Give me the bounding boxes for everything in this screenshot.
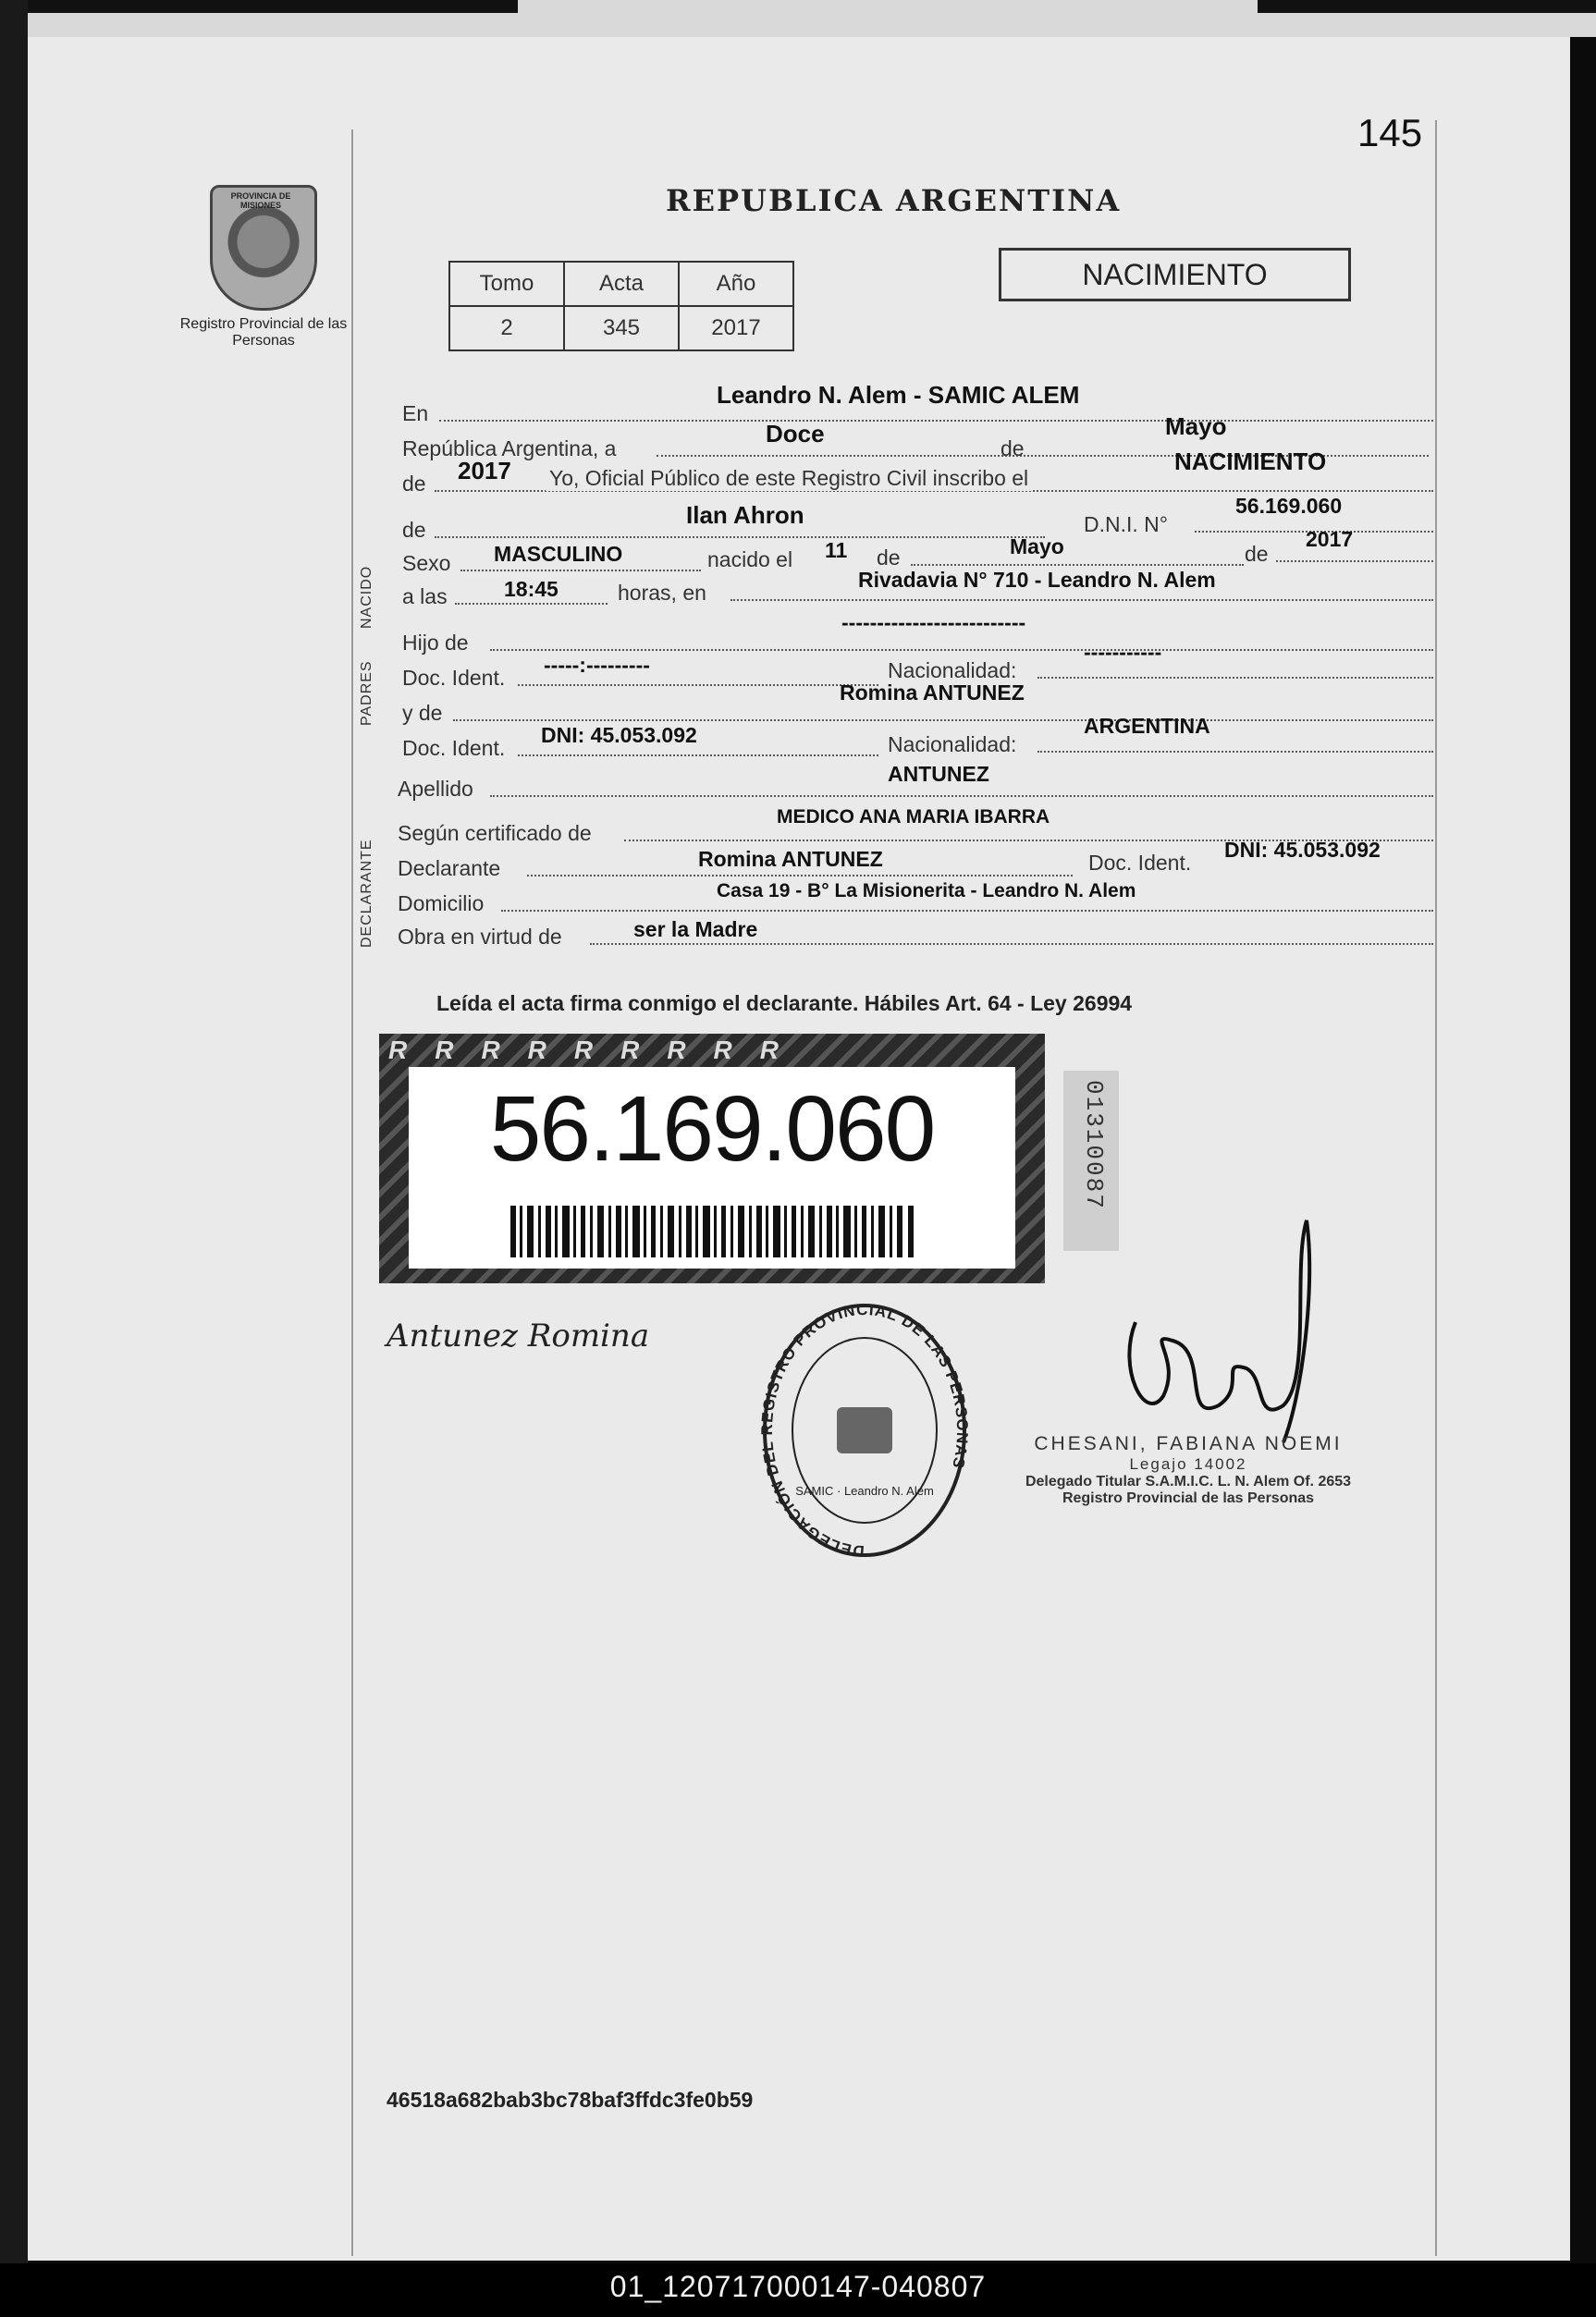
- left-margin-line: [351, 129, 353, 2256]
- sticker-pattern: RRRRRRRRR: [388, 1036, 806, 1064]
- barcode-icon: [510, 1206, 914, 1257]
- anio-label: Año: [679, 262, 793, 306]
- label-hijo-de: Hijo de: [402, 631, 469, 655]
- sex-value: MASCULINO: [494, 542, 623, 566]
- acta-label: Acta: [564, 262, 679, 306]
- section-padres: PADRES: [359, 660, 374, 726]
- dotted-line: [518, 684, 878, 686]
- closing-statement: Leída el acta firma conmigo el declarante. Hábiles Art. 64 - Ley 26994: [436, 991, 1133, 1015]
- official-role: Delegado Titular S.A.M.I.C. L. N. Alem Of. 2653: [1025, 1474, 1352, 1490]
- dotted-line: [911, 564, 1244, 566]
- birth-place-value: Rivadavia N° 710 - Leandro N. Alem: [858, 568, 1216, 592]
- scan-left-edge: [0, 0, 28, 2317]
- dotted-line: [518, 754, 878, 756]
- label-de-year: de: [402, 472, 426, 496]
- capacity-value: ser la Madre: [633, 917, 758, 941]
- acta-value: 345: [564, 306, 679, 350]
- dotted-line: [1037, 677, 1433, 679]
- label-nacionalidad: Nacionalidad:: [888, 658, 1017, 682]
- seal-emblem-icon: [837, 1407, 892, 1453]
- official-registry: Registro Provincial de las Personas: [1062, 1490, 1315, 1506]
- label-y-de: y de: [402, 701, 443, 725]
- section-nacido: NACIDO: [359, 565, 374, 629]
- scan-artifact: [1258, 0, 1596, 13]
- tomo-value: 2: [449, 306, 564, 350]
- dotted-line: [590, 943, 1433, 945]
- document-title: REPUBLICA ARGENTINA: [666, 183, 1122, 218]
- seal-inner-text: SAMIC · Leandro N. Alem: [795, 1484, 934, 1498]
- sticker-id-number: 56.169.060: [489, 1077, 935, 1181]
- logo-banner: PROVINCIA DE MISIONES: [230, 191, 291, 210]
- anio-value: 2017: [679, 306, 793, 350]
- tomo-label: Tomo: [449, 262, 564, 306]
- label-nacido-el: nacido el: [707, 547, 793, 571]
- label-nacionalidad-2: Nacionalidad:: [888, 732, 1017, 756]
- official-seal: [758, 1296, 971, 1564]
- birth-year-value: 2017: [1306, 527, 1354, 551]
- label-apellido: Apellido: [398, 777, 473, 801]
- official-signature: [1108, 1211, 1348, 1470]
- day-words-value: Doce: [766, 420, 825, 447]
- label-sexo: Sexo: [402, 551, 451, 575]
- label-doc-ident-3: Doc. Ident.: [1088, 851, 1192, 875]
- dotted-line: [501, 910, 1433, 912]
- label-de-2: de: [877, 546, 901, 570]
- label-republica: República Argentina, a: [402, 436, 617, 460]
- dotted-line: [730, 599, 1433, 601]
- label-doc-ident: Doc. Ident.: [402, 666, 506, 690]
- official-stamp: [966, 1433, 1410, 1507]
- section-declarante: DECLARANTE: [359, 839, 374, 948]
- dotted-line: [1037, 751, 1433, 753]
- dotted-line: [490, 795, 1433, 797]
- label-yo-oficial: Yo, Oficial Público de este Registro Civil inscribo el: [546, 466, 1032, 491]
- label-declarante: Declarante: [398, 856, 501, 880]
- father-name-value: --------------------------: [841, 610, 1026, 634]
- act-kind-value: NACIMIENTO: [1174, 447, 1327, 475]
- birth-month-value: Mayo: [1010, 534, 1064, 558]
- year-value: 2017: [458, 457, 511, 484]
- scan-top-edge: [0, 0, 1596, 37]
- birth-certificate-page: [28, 37, 1570, 2261]
- label-dni: D.N.I. N°: [1084, 512, 1168, 536]
- label-de-3: de: [1245, 542, 1269, 566]
- father-nationality-value: -----------: [1084, 640, 1162, 664]
- registration-table: [448, 261, 794, 351]
- declarant-signature: [377, 1304, 710, 1368]
- surname-value: ANTUNEZ: [888, 762, 989, 786]
- act-type-box: NACIMIENTO: [999, 248, 1351, 301]
- child-dni-value: 56.169.060: [1235, 494, 1343, 518]
- page-number: 145: [1357, 111, 1423, 154]
- document-hash: 46518a682bab3bc78baf3ffdc3fe0b59: [387, 2088, 754, 2112]
- dotted-line: [453, 719, 1433, 721]
- footer-file-code: 01_120717000147-040807: [609, 2270, 987, 2303]
- provincial-shield-icon: [210, 185, 317, 311]
- birth-day-value: 11: [825, 538, 848, 562]
- dotted-line: [435, 536, 1045, 538]
- serial-number: 01310087: [1080, 1080, 1108, 1210]
- registry-logo: [176, 185, 351, 349]
- label-de-name: de: [402, 518, 426, 542]
- label-a-las: a las: [402, 584, 448, 608]
- address-value: Casa 19 - B° La Misionerita - Leandro N. Alem: [717, 880, 1136, 901]
- label-doc-ident-2: Doc. Ident.: [402, 736, 506, 760]
- right-margin-line: [1435, 120, 1437, 2256]
- dotted-line: [460, 570, 701, 571]
- label-segun-certificado: Según certificado de: [398, 821, 592, 845]
- label-horas-en: horas, en: [618, 581, 706, 605]
- mother-nationality-value: ARGENTINA: [1084, 714, 1210, 738]
- dotted-line: [527, 875, 1073, 877]
- dotted-line: [1276, 560, 1433, 562]
- dotted-line: [455, 603, 608, 605]
- label-en: En: [402, 401, 429, 425]
- label-de: de: [1001, 436, 1025, 460]
- seal-outer-text: DELEGACIÓN DEL REGISTRO PROVINCIAL DE LAS PERSONAS: [758, 1300, 971, 1561]
- logo-caption: Registro Provincial de las Personas: [179, 316, 348, 349]
- birth-time-value: 18:45: [504, 577, 559, 601]
- certificate-value: MEDICO ANA MARIA IBARRA: [777, 806, 1050, 828]
- declarant-signature-text: Antunez Romina: [387, 1318, 650, 1355]
- father-doc-value: -----:---------: [544, 653, 650, 677]
- child-name-value: Ilan Ahron: [686, 501, 804, 529]
- label-domicilio: Domicilio: [398, 891, 485, 915]
- official-name: CHESANI, FABIANA NOEMI: [1034, 1433, 1343, 1454]
- official-legajo: Legajo 14002: [1129, 1455, 1247, 1473]
- place-value: Leandro N. Alem - SAMIC ALEM: [717, 381, 1080, 409]
- id-sticker: [379, 1034, 1045, 1283]
- scan-artifact: [0, 0, 518, 13]
- mother-name-value: Romina ANTUNEZ: [840, 680, 1025, 705]
- month-value: Mayo: [1165, 412, 1227, 440]
- mother-doc-value: DNI: 45.053.092: [541, 723, 697, 747]
- sticker-label: [409, 1067, 1015, 1269]
- declarant-value: Romina ANTUNEZ: [698, 847, 883, 871]
- label-obra-en-virtud: Obra en virtud de: [398, 925, 562, 949]
- dotted-line: [490, 649, 1433, 651]
- declarant-doc-value: DNI: 45.053.092: [1224, 838, 1381, 862]
- dotted-line: [439, 420, 1433, 422]
